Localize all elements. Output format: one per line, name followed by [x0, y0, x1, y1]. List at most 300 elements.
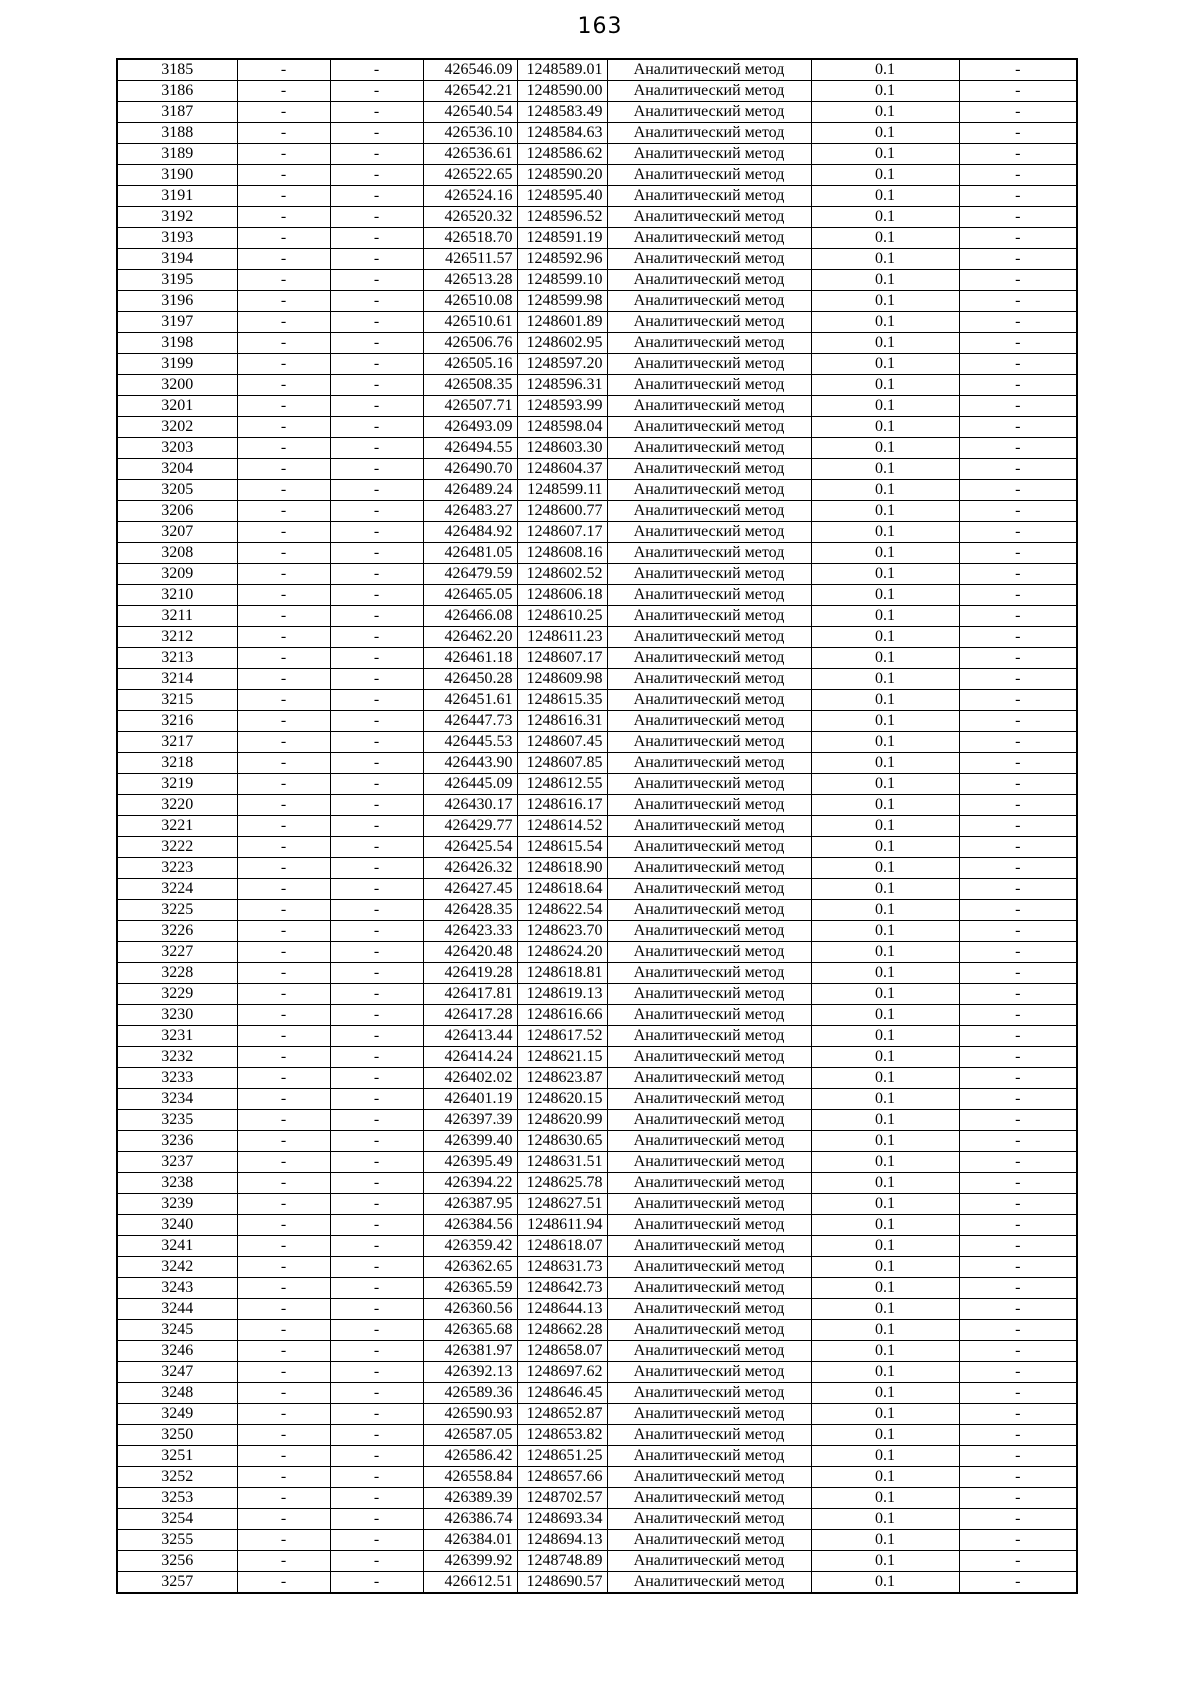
dash-cell: - [330, 795, 423, 816]
method-cell: Аналитический метод [607, 1152, 811, 1173]
table-row [117, 59, 1077, 81]
table-row [117, 1530, 1077, 1551]
dash-cell: - [959, 690, 1077, 711]
dash-cell: - [330, 438, 423, 459]
y-coordinate-cell: 1248602.52 [517, 564, 607, 585]
dash-cell: - [959, 291, 1077, 312]
dash-cell: - [959, 1089, 1077, 1110]
dash-cell: - [959, 1110, 1077, 1131]
dash-cell: - [237, 59, 330, 81]
dash-cell: - [237, 984, 330, 1005]
x-coordinate-cell: 426402.02 [423, 1068, 517, 1089]
dash-cell: - [237, 1089, 330, 1110]
x-coordinate-cell: 426389.39 [423, 1488, 517, 1509]
y-coordinate-cell: 1248598.04 [517, 417, 607, 438]
table-body [117, 59, 1077, 1593]
x-coordinate-cell: 426445.09 [423, 774, 517, 795]
method-cell: Аналитический метод [607, 375, 811, 396]
dash-cell: - [330, 963, 423, 984]
y-coordinate-cell: 1248651.25 [517, 1446, 607, 1467]
x-coordinate-cell: 426447.73 [423, 711, 517, 732]
point-number-cell: 3193 [117, 228, 237, 249]
point-number-cell: 3243 [117, 1278, 237, 1299]
dash-cell: - [330, 249, 423, 270]
dash-cell: - [959, 186, 1077, 207]
accuracy-cell: 0.1 [811, 1173, 959, 1194]
point-number-cell: 3216 [117, 711, 237, 732]
point-number-cell: 3187 [117, 102, 237, 123]
dash-cell: - [237, 837, 330, 858]
dash-cell: - [959, 1383, 1077, 1404]
x-coordinate-cell: 426445.53 [423, 732, 517, 753]
table-row [117, 1089, 1077, 1110]
method-cell: Аналитический метод [607, 1320, 811, 1341]
table-row [117, 1383, 1077, 1404]
dash-cell: - [237, 942, 330, 963]
x-coordinate-cell: 426420.48 [423, 942, 517, 963]
point-number-cell: 3227 [117, 942, 237, 963]
x-coordinate-cell: 426484.92 [423, 522, 517, 543]
dash-cell: - [959, 312, 1077, 333]
y-coordinate-cell: 1248618.64 [517, 879, 607, 900]
dash-cell: - [330, 1551, 423, 1572]
point-number-cell: 3199 [117, 354, 237, 375]
method-cell: Аналитический метод [607, 1404, 811, 1425]
y-coordinate-cell: 1248642.73 [517, 1278, 607, 1299]
table-row [117, 354, 1077, 375]
dash-cell: - [959, 102, 1077, 123]
point-number-cell: 3213 [117, 648, 237, 669]
y-coordinate-cell: 1248616.17 [517, 795, 607, 816]
y-coordinate-cell: 1248697.62 [517, 1362, 607, 1383]
x-coordinate-cell: 426540.54 [423, 102, 517, 123]
dash-cell: - [237, 711, 330, 732]
table-row [117, 1341, 1077, 1362]
dash-cell: - [237, 816, 330, 837]
dash-cell: - [237, 795, 330, 816]
table-row [117, 795, 1077, 816]
point-number-cell: 3188 [117, 123, 237, 144]
x-coordinate-cell: 426536.10 [423, 123, 517, 144]
table-row [117, 1194, 1077, 1215]
accuracy-cell: 0.1 [811, 921, 959, 942]
table-row [117, 144, 1077, 165]
dash-cell: - [959, 837, 1077, 858]
dash-cell: - [330, 585, 423, 606]
table-row [117, 858, 1077, 879]
point-number-cell: 3230 [117, 1005, 237, 1026]
dash-cell: - [237, 480, 330, 501]
dash-cell: - [237, 291, 330, 312]
dash-cell: - [330, 1257, 423, 1278]
x-coordinate-cell: 426423.33 [423, 921, 517, 942]
point-number-cell: 3222 [117, 837, 237, 858]
point-number-cell: 3228 [117, 963, 237, 984]
table-row [117, 1572, 1077, 1594]
dash-cell: - [330, 627, 423, 648]
dash-cell: - [330, 396, 423, 417]
dash-cell: - [959, 1299, 1077, 1320]
method-cell: Аналитический метод [607, 732, 811, 753]
point-number-cell: 3253 [117, 1488, 237, 1509]
dash-cell: - [959, 858, 1077, 879]
dash-cell: - [330, 1383, 423, 1404]
method-cell: Аналитический метод [607, 648, 811, 669]
point-number-cell: 3204 [117, 459, 237, 480]
accuracy-cell: 0.1 [811, 900, 959, 921]
y-coordinate-cell: 1248586.62 [517, 144, 607, 165]
accuracy-cell: 0.1 [811, 1341, 959, 1362]
dash-cell: - [237, 900, 330, 921]
dash-cell: - [237, 1341, 330, 1362]
y-coordinate-cell: 1248624.20 [517, 942, 607, 963]
x-coordinate-cell: 426546.09 [423, 59, 517, 81]
y-coordinate-cell: 1248603.30 [517, 438, 607, 459]
method-cell: Аналитический метод [607, 921, 811, 942]
y-coordinate-cell: 1248607.17 [517, 648, 607, 669]
accuracy-cell: 0.1 [811, 1530, 959, 1551]
table-row [117, 921, 1077, 942]
x-coordinate-cell: 426465.05 [423, 585, 517, 606]
method-cell: Аналитический метод [607, 984, 811, 1005]
method-cell: Аналитический метод [607, 459, 811, 480]
dash-cell: - [237, 1320, 330, 1341]
table-row [117, 1320, 1077, 1341]
x-coordinate-cell: 426395.49 [423, 1152, 517, 1173]
dash-cell: - [330, 522, 423, 543]
accuracy-cell: 0.1 [811, 1488, 959, 1509]
method-cell: Аналитический метод [607, 501, 811, 522]
x-coordinate-cell: 426589.36 [423, 1383, 517, 1404]
dash-cell: - [959, 963, 1077, 984]
table-row [117, 690, 1077, 711]
y-coordinate-cell: 1248612.55 [517, 774, 607, 795]
method-cell: Аналитический метод [607, 102, 811, 123]
y-coordinate-cell: 1248607.17 [517, 522, 607, 543]
accuracy-cell: 0.1 [811, 1068, 959, 1089]
point-number-cell: 3198 [117, 333, 237, 354]
point-number-cell: 3244 [117, 1299, 237, 1320]
dash-cell: - [330, 879, 423, 900]
dash-cell: - [959, 774, 1077, 795]
table-row [117, 1425, 1077, 1446]
method-cell: Аналитический метод [607, 606, 811, 627]
dash-cell: - [330, 81, 423, 102]
x-coordinate-cell: 426362.65 [423, 1257, 517, 1278]
dash-cell: - [237, 522, 330, 543]
dash-cell: - [330, 1215, 423, 1236]
method-cell: Аналитический метод [607, 270, 811, 291]
accuracy-cell: 0.1 [811, 1446, 959, 1467]
y-coordinate-cell: 1248693.34 [517, 1509, 607, 1530]
dash-cell: - [959, 1215, 1077, 1236]
dash-cell: - [237, 606, 330, 627]
dash-cell: - [237, 186, 330, 207]
dash-cell: - [959, 795, 1077, 816]
table-row [117, 501, 1077, 522]
dash-cell: - [330, 837, 423, 858]
accuracy-cell: 0.1 [811, 249, 959, 270]
point-number-cell: 3220 [117, 795, 237, 816]
dash-cell: - [237, 1446, 330, 1467]
point-number-cell: 3190 [117, 165, 237, 186]
table-row [117, 1467, 1077, 1488]
dash-cell: - [959, 270, 1077, 291]
dash-cell: - [237, 354, 330, 375]
x-coordinate-cell: 426490.70 [423, 459, 517, 480]
dash-cell: - [959, 480, 1077, 501]
dash-cell: - [330, 564, 423, 585]
accuracy-cell: 0.1 [811, 480, 959, 501]
dash-cell: - [959, 207, 1077, 228]
point-number-cell: 3185 [117, 59, 237, 81]
table-row [117, 564, 1077, 585]
dash-cell: - [959, 879, 1077, 900]
y-coordinate-cell: 1248606.18 [517, 585, 607, 606]
accuracy-cell: 0.1 [811, 1572, 959, 1594]
y-coordinate-cell: 1248609.98 [517, 669, 607, 690]
y-coordinate-cell: 1248748.89 [517, 1551, 607, 1572]
x-coordinate-cell: 426518.70 [423, 228, 517, 249]
dash-cell: - [959, 1509, 1077, 1530]
point-number-cell: 3223 [117, 858, 237, 879]
point-number-cell: 3245 [117, 1320, 237, 1341]
method-cell: Аналитический метод [607, 186, 811, 207]
method-cell: Аналитический метод [607, 480, 811, 501]
accuracy-cell: 0.1 [811, 1467, 959, 1488]
y-coordinate-cell: 1248652.87 [517, 1404, 607, 1425]
accuracy-cell: 0.1 [811, 1362, 959, 1383]
dash-cell: - [959, 669, 1077, 690]
table-row [117, 627, 1077, 648]
method-cell: Аналитический метод [607, 711, 811, 732]
method-cell: Аналитический метод [607, 81, 811, 102]
accuracy-cell: 0.1 [811, 1131, 959, 1152]
accuracy-cell: 0.1 [811, 207, 959, 228]
dash-cell: - [959, 1488, 1077, 1509]
point-number-cell: 3211 [117, 606, 237, 627]
y-coordinate-cell: 1248631.73 [517, 1257, 607, 1278]
dash-cell: - [237, 1467, 330, 1488]
x-coordinate-cell: 426417.28 [423, 1005, 517, 1026]
y-coordinate-cell: 1248618.07 [517, 1236, 607, 1257]
method-cell: Аналитический метод [607, 774, 811, 795]
dash-cell: - [237, 1530, 330, 1551]
table-row [117, 1299, 1077, 1320]
method-cell: Аналитический метод [607, 522, 811, 543]
method-cell: Аналитический метод [607, 564, 811, 585]
table-row [117, 480, 1077, 501]
point-number-cell: 3205 [117, 480, 237, 501]
point-number-cell: 3248 [117, 1383, 237, 1404]
accuracy-cell: 0.1 [811, 228, 959, 249]
accuracy-cell: 0.1 [811, 795, 959, 816]
dash-cell: - [330, 1110, 423, 1131]
dash-cell: - [959, 333, 1077, 354]
y-coordinate-cell: 1248616.66 [517, 1005, 607, 1026]
method-cell: Аналитический метод [607, 438, 811, 459]
point-number-cell: 3186 [117, 81, 237, 102]
dash-cell: - [237, 1173, 330, 1194]
table-row [117, 648, 1077, 669]
x-coordinate-cell: 426542.21 [423, 81, 517, 102]
method-cell: Аналитический метод [607, 1278, 811, 1299]
x-coordinate-cell: 426392.13 [423, 1362, 517, 1383]
point-number-cell: 3231 [117, 1026, 237, 1047]
table-row [117, 543, 1077, 564]
point-number-cell: 3256 [117, 1551, 237, 1572]
accuracy-cell: 0.1 [811, 1152, 959, 1173]
y-coordinate-cell: 1248620.15 [517, 1089, 607, 1110]
dash-cell: - [330, 942, 423, 963]
dash-cell: - [330, 228, 423, 249]
method-cell: Аналитический метод [607, 963, 811, 984]
point-number-cell: 3249 [117, 1404, 237, 1425]
dash-cell: - [330, 165, 423, 186]
dash-cell: - [959, 228, 1077, 249]
point-number-cell: 3217 [117, 732, 237, 753]
dash-cell: - [330, 1173, 423, 1194]
method-cell: Аналитический метод [607, 207, 811, 228]
dash-cell: - [959, 1425, 1077, 1446]
dash-cell: - [237, 1047, 330, 1068]
table-row [117, 942, 1077, 963]
y-coordinate-cell: 1248600.77 [517, 501, 607, 522]
x-coordinate-cell: 426466.08 [423, 606, 517, 627]
dash-cell: - [959, 81, 1077, 102]
accuracy-cell: 0.1 [811, 984, 959, 1005]
method-cell: Аналитический метод [607, 816, 811, 837]
dash-cell: - [330, 459, 423, 480]
method-cell: Аналитический метод [607, 1236, 811, 1257]
accuracy-cell: 0.1 [811, 1047, 959, 1068]
point-number-cell: 3255 [117, 1530, 237, 1551]
table-row [117, 438, 1077, 459]
accuracy-cell: 0.1 [811, 417, 959, 438]
table-row [117, 837, 1077, 858]
dash-cell: - [237, 123, 330, 144]
table-row [117, 270, 1077, 291]
y-coordinate-cell: 1248596.31 [517, 375, 607, 396]
x-coordinate-cell: 426429.77 [423, 816, 517, 837]
accuracy-cell: 0.1 [811, 1425, 959, 1446]
x-coordinate-cell: 426386.74 [423, 1509, 517, 1530]
table-row [117, 753, 1077, 774]
dash-cell: - [237, 1068, 330, 1089]
dash-cell: - [330, 648, 423, 669]
dash-cell: - [959, 123, 1077, 144]
dash-cell: - [330, 186, 423, 207]
method-cell: Аналитический метод [607, 1173, 811, 1194]
table-row [117, 249, 1077, 270]
dash-cell: - [237, 1131, 330, 1152]
method-cell: Аналитический метод [607, 1425, 811, 1446]
table-row [117, 375, 1077, 396]
dash-cell: - [237, 1383, 330, 1404]
dash-cell: - [237, 732, 330, 753]
accuracy-cell: 0.1 [811, 1257, 959, 1278]
dash-cell: - [330, 1194, 423, 1215]
point-number-cell: 3206 [117, 501, 237, 522]
dash-cell: - [330, 1341, 423, 1362]
y-coordinate-cell: 1248702.57 [517, 1488, 607, 1509]
accuracy-cell: 0.1 [811, 1026, 959, 1047]
dash-cell: - [330, 354, 423, 375]
x-coordinate-cell: 426510.08 [423, 291, 517, 312]
method-cell: Аналитический метод [607, 543, 811, 564]
dash-cell: - [330, 291, 423, 312]
dash-cell: - [959, 1236, 1077, 1257]
y-coordinate-cell: 1248589.01 [517, 59, 607, 81]
x-coordinate-cell: 426462.20 [423, 627, 517, 648]
point-number-cell: 3236 [117, 1131, 237, 1152]
x-coordinate-cell: 426508.35 [423, 375, 517, 396]
method-cell: Аналитический метод [607, 1383, 811, 1404]
method-cell: Аналитический метод [607, 417, 811, 438]
method-cell: Аналитический метод [607, 795, 811, 816]
method-cell: Аналитический метод [607, 396, 811, 417]
method-cell: Аналитический метод [607, 1341, 811, 1362]
dash-cell: - [237, 753, 330, 774]
dash-cell: - [237, 396, 330, 417]
point-number-cell: 3219 [117, 774, 237, 795]
table-row [117, 333, 1077, 354]
accuracy-cell: 0.1 [811, 1320, 959, 1341]
x-coordinate-cell: 426511.57 [423, 249, 517, 270]
point-number-cell: 3254 [117, 1509, 237, 1530]
method-cell: Аналитический метод [607, 1362, 811, 1383]
dash-cell: - [959, 942, 1077, 963]
x-coordinate-cell: 426399.40 [423, 1131, 517, 1152]
point-number-cell: 3229 [117, 984, 237, 1005]
y-coordinate-cell: 1248622.54 [517, 900, 607, 921]
y-coordinate-cell: 1248625.78 [517, 1173, 607, 1194]
table-row [117, 228, 1077, 249]
table-row [117, 879, 1077, 900]
point-number-cell: 3221 [117, 816, 237, 837]
dash-cell: - [959, 249, 1077, 270]
point-number-cell: 3246 [117, 1341, 237, 1362]
accuracy-cell: 0.1 [811, 312, 959, 333]
x-coordinate-cell: 426505.16 [423, 354, 517, 375]
y-coordinate-cell: 1248616.31 [517, 711, 607, 732]
method-cell: Аналитический метод [607, 942, 811, 963]
y-coordinate-cell: 1248601.89 [517, 312, 607, 333]
accuracy-cell: 0.1 [811, 396, 959, 417]
accuracy-cell: 0.1 [811, 1551, 959, 1572]
dash-cell: - [330, 1446, 423, 1467]
dash-cell: - [330, 417, 423, 438]
y-coordinate-cell: 1248623.87 [517, 1068, 607, 1089]
dash-cell: - [237, 774, 330, 795]
dash-cell: - [237, 858, 330, 879]
accuracy-cell: 0.1 [811, 1236, 959, 1257]
table-row [117, 606, 1077, 627]
dash-cell: - [330, 816, 423, 837]
y-coordinate-cell: 1248627.51 [517, 1194, 607, 1215]
table-row [117, 1047, 1077, 1068]
dash-cell: - [330, 732, 423, 753]
table-row [117, 1152, 1077, 1173]
method-cell: Аналитический метод [607, 1509, 811, 1530]
method-cell: Аналитический метод [607, 858, 811, 879]
method-cell: Аналитический метод [607, 1131, 811, 1152]
dash-cell: - [959, 375, 1077, 396]
accuracy-cell: 0.1 [811, 669, 959, 690]
dash-cell: - [330, 1047, 423, 1068]
dash-cell: - [330, 1089, 423, 1110]
point-number-cell: 3235 [117, 1110, 237, 1131]
